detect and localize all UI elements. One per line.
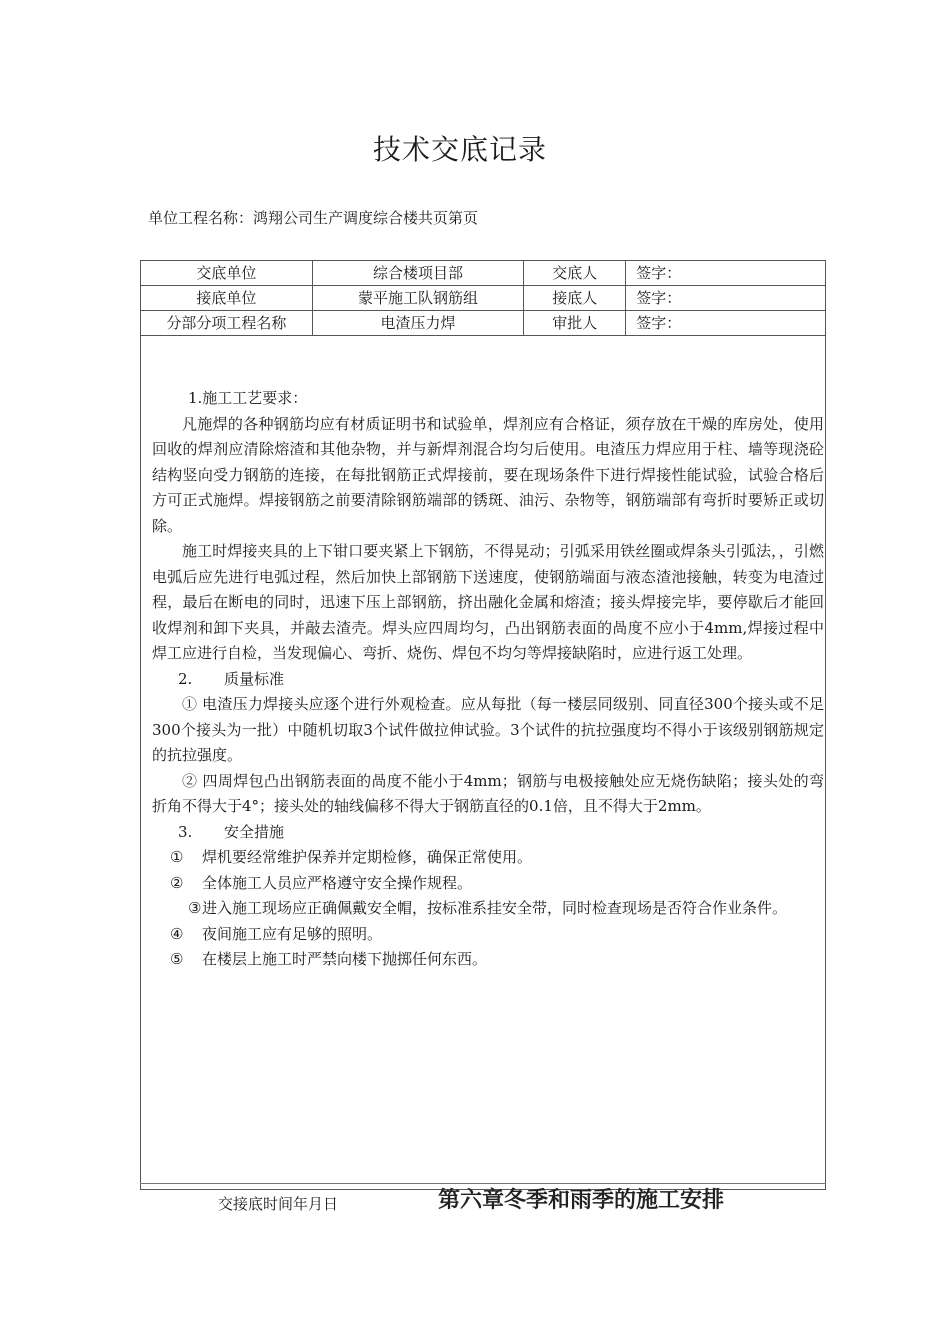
list-item [152, 896, 824, 922]
cell-role: 接底人 [524, 286, 626, 311]
table-row [141, 311, 826, 336]
item-number: ③ [188, 899, 202, 917]
cell-value: 电渣压力焊 [312, 311, 524, 336]
paragraph: 施工时焊接夹具的上下钳口要夹紧上下钢筋，不得晃动；引弧采用铁丝圈或焊条头引弧法，，引燃电弧后应先进行电弧过程，然后加快上部钢筋下送速度，使钢筋端面与液态渣池接触，转变为电渣过程，最后在断电的同时，迅速下压上部钢筋，挤出融化金属和熔渣；接头焊接完毕，要停歇后才能回收焊剂和卸下夹具，并敲去渣壳。焊头应四周均匀，凸出钢筋表面的咼度不应小于4mm,焊接过程中焊工应进行自检，当发现偏心、弯折、烧伤、焊包不均匀等焊接缺陷时，应进行返工处理。 [152, 542, 824, 662]
list-item [152, 871, 824, 897]
item-number: ④ [170, 924, 184, 943]
cell-label: 分部分项工程名称 [141, 311, 313, 336]
cell-label: 交底单位 [141, 261, 313, 286]
item-text: 在楼层上施工时严禁向楼下抛掷任何东西。 [202, 950, 488, 968]
cell-value: 综合楼项目部 [312, 261, 524, 286]
cell-value: 蒙平施工队钢筋组 [312, 286, 524, 311]
content-body [152, 386, 824, 973]
section-heading: 1.施工工艺要求： [188, 389, 308, 407]
project-name-line: 单位工程名称：鸿翔公司生产调度综合楼共页第页 [148, 209, 479, 227]
item-number: ⑤ [170, 950, 184, 968]
list-item [152, 845, 824, 871]
table-row [141, 261, 826, 286]
paragraph: 凡施焊的各种钢筋均应有材质证明书和试验单，焊剂应有合格证，须存放在干燥的库房处，使用回收的焊剂应清除熔渣和其他杂物，并与新焊剂混合均匀后使用。电渣压力焊应用于柱、墙等现浇砼结构竖向受力钢筋的连接，在每批钢筋正式焊接前，要在现场条件下进行焊接性能试验，试验合格后方可正式施焊。焊接钢筋之前要清除钢筋端部的锈斑、油污、杂物等，钢筋端部有弯折时要矫正或切除。 [152, 414, 824, 535]
item-text: 焊机要经常维护保养并定期检修，确保正常使用。 [202, 848, 533, 866]
item-number: ① [170, 848, 184, 866]
section-number: 3. [178, 822, 193, 841]
cell-role: 审批人 [524, 311, 626, 336]
item-number: ② [170, 873, 184, 892]
cell-signature: 签字： [626, 311, 826, 336]
info-table [140, 260, 826, 336]
paragraph: ② 四周焊包凸出钢筋表面的咼度不能小于4mm；钢筋与电极接触处应无烧伤缺陷；接头处的弯折角不得大于4°；接头处的轴线偏移不得大于钢筋直径的0.1倍，且不得大于2mm。 [152, 771, 824, 815]
section-heading [152, 667, 824, 693]
item-text: 全体施工人员应严格遵守安全操作规程。 [202, 873, 473, 892]
paragraph: ① 电渣压力焊接头应逐个进行外观检查。应从每批（每一楼层同级别、同直径300个接头或不足300个接头为一批）中随机切取3个试件做拉伸试验。3个试件的抗拉强度均不得小于该级别钢筋规定的抗拉强度。 [152, 695, 824, 764]
list-item [152, 947, 824, 973]
chapter-heading: 第六章冬季和雨季的施工安排 [438, 1188, 725, 1213]
section-heading [152, 820, 824, 846]
item-text: 夜间施工应有足够的照明。 [202, 924, 383, 943]
section-number: 2. [178, 669, 193, 688]
cell-signature: 签字： [626, 286, 826, 311]
cell-signature: 签字： [626, 261, 826, 286]
item-text: 进入施工现场应正确佩戴安全帽，按标准系挂安全带，同时检查现场是否符合作业条件。 [202, 899, 788, 917]
cell-label: 接底单位 [141, 286, 313, 311]
document-title: 技术交底记录 [372, 133, 547, 166]
section-heading-text: 质量标准 [224, 669, 285, 688]
section-heading-text: 安全措施 [224, 822, 285, 841]
table-row [141, 286, 826, 311]
cell-role: 交底人 [524, 261, 626, 286]
handover-time-label: 交接底时间年月日 [218, 1195, 339, 1213]
list-item [152, 922, 824, 948]
